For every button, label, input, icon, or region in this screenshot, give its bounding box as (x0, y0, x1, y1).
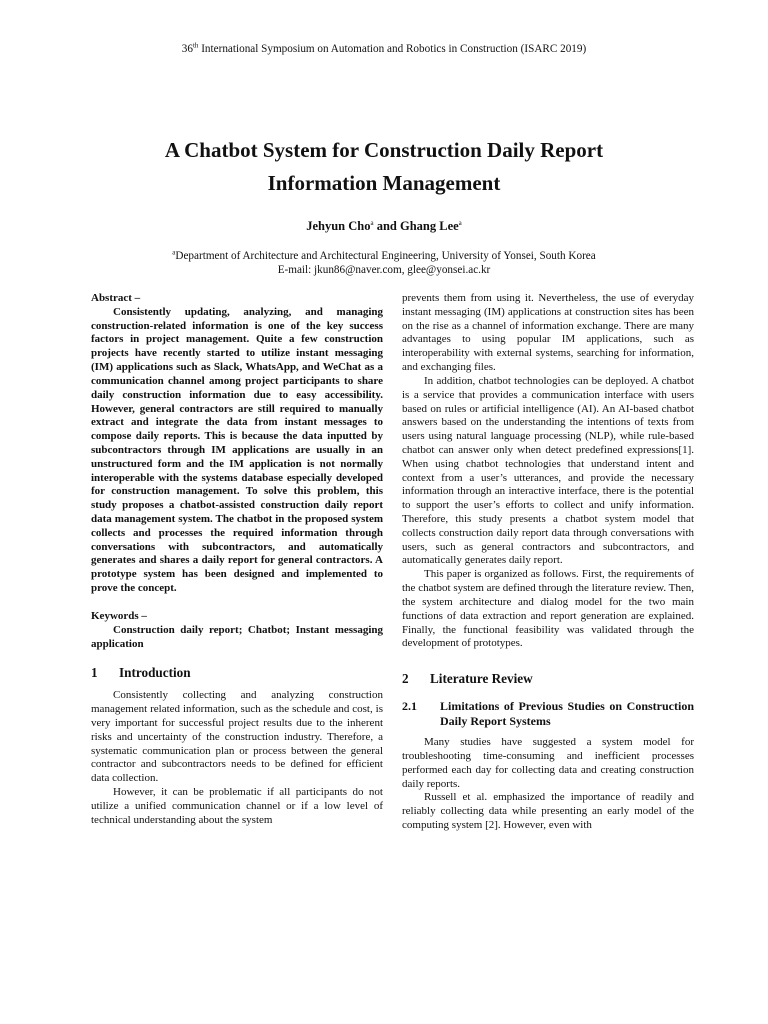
author-1: Jehyun Cho (306, 219, 371, 233)
intro-paragraph-1: Consistently collecting and analyzing construction management related information, such as the schedule and cost, is very important for successful project results due to the inherent risks and uncertainty of the construction industry. Therefore, a systematic communication plan or process between the general contractor and subcontractors needs to be defined for efficient data collection. (91, 689, 383, 785)
author-list: Jehyun Cho$^a$ and Ghang Lee$^a$ (306, 218, 462, 233)
title-line-2: Information Management (267, 171, 501, 195)
left-column (91, 292, 383, 827)
keywords-label: Keywords – (91, 609, 147, 622)
abstract-label: Abstract – (91, 292, 141, 304)
right-paragraph-2: In addition, chatbot technologies can be deployed. A chatbot is a service that provides a communication interface with users based on rules or artificial intelligence (AI). An AI-based chatbot answers based on the understanding the intentions of texts from users using natural language processing (NLP), while rule-based chatbot can answer only when detect predefined expressions[1]. When using chatbot technologies that understand intent and context from a user’s utterances, and provide the necessary information through an interactive interface, there is the potential to support the user’s efforts to collect and unify information. Therefore, this study presents a chatbot system model that collects construction daily report data through conversations with users, such as general contractors and subcontractors, and automatically generates daily report. (402, 374, 694, 567)
section-1-heading: 1 Introduction (91, 665, 191, 681)
subsection-2-1-heading: 2.1 Limitations of Previous Studies on Construction Daily Report Systems (402, 699, 694, 728)
affiliation-dept: $^a$Department of Architecture and Architectural Engineering, University of Yonsei, South Korea (172, 248, 596, 262)
abstract-body: Consistently updating, analyzing, and managing construction-related information is one of the key success factors in project management. Quite a few construction projects have recently started to utilize instant messaging (IM) applications such as Slack, WhatsApp, and WeChat as a communication channel among project participants to share daily construction information due to easy accessibility. However, general contractors are still required to manually extract and integrate the data from instant messages to compose daily reports. This is because the data inputted by subcontractors through IM applications are usually in an unstructured form and the IM application is not normally interoperable with the systems database especially developed for construction management. To solve this problem, this study proposes a chatbot-assisted construction daily report data management system. The chatbot in the proposed system collects and processes the required information through conversations with subcontractors, and automatically generates and shares a daily report for general contractors. A prototype system has been designed and implemented to prove the concept. (91, 305, 383, 595)
lit-paragraph-2: Russell et al. emphasized the importance of readily and reliably collecting data while presenting an early model of the computing system [2]. However, even with (402, 791, 694, 831)
section-2-heading: 2 Literature Review (402, 671, 533, 687)
keywords-body: Construction daily report; Chatbot; Instant messaging application (91, 623, 383, 650)
right-column (402, 292, 694, 833)
intro-paragraph-2: However, it can be problematic if all participants do not utilize a unified communication channel or if a low level of technical understanding about the system (91, 786, 383, 826)
right-paragraph-3: This paper is organized as follows. First, the requirements of the chatbot system are defined through the literature review. Then, the system architecture and dialog model for the two main functions of data extraction and report generation are explained. Finally, the functional feasibility was validated through the development of prototypes. (402, 568, 695, 650)
conference-header: 36th International Symposium on Automation and Robotics in Construction (ISARC 2019) (181, 41, 587, 55)
right-paragraph-1: prevents them from using it. Nevertheless, the use of everyday instant messaging (IM) applications at construction sites has been on the rise as a channel of information exchange. There are many advantages to using popular IM applications, such as interoperability with external systems, searching for information, and exchanging files. (402, 292, 694, 374)
paper-title (0, 134, 768, 200)
title-line-1: A Chatbot System for Construction Daily Report (164, 138, 604, 162)
lit-paragraph-1: Many studies have suggested a system model for troubleshooting time-consuming and inefficient processes performed each day for collecting data and creating construction daily reports. (402, 736, 694, 790)
author-2: Ghang Lee (399, 219, 459, 233)
affiliation-email: E-mail: jkun86@naver.com, glee@yonsei.ac.kr (277, 263, 491, 276)
affiliation (0, 250, 768, 277)
